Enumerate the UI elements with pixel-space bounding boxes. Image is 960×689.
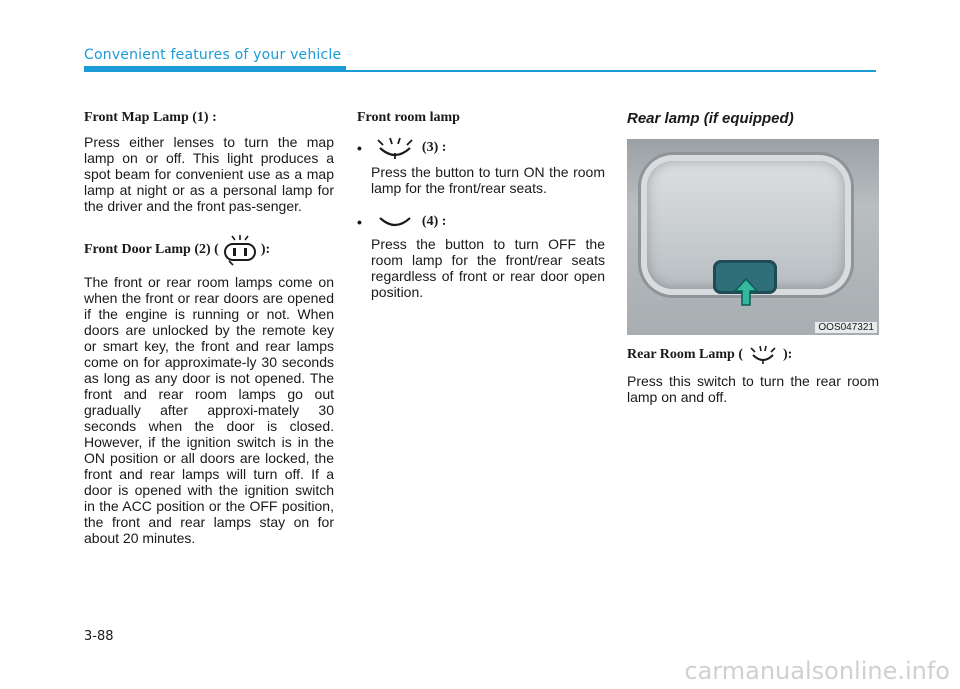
column-middle (357, 110, 605, 300)
bullet: • (357, 214, 362, 230)
front-map-lamp-text: Press either lenses to turn the map lamp on or off. This light produces a spot beam for convenient use as a map lamp at night or as a personal lamp for the driver and the front pas-senger. (84, 134, 334, 214)
rear-lamp-heading: Rear lamp (if equipped) (627, 110, 794, 127)
lamp-off-icon (372, 212, 418, 232)
lamp-on-label: (3) : (421, 140, 447, 155)
rear-room-lamp-heading-suffix: ): (783, 347, 793, 362)
header-rule (84, 70, 876, 72)
rear-room-lamp-heading-prefix: Rear Room Lamp ( (627, 347, 744, 362)
page-number: 3-88 (84, 629, 114, 644)
watermark: carmanualsonline.info (684, 657, 950, 685)
rear-lamp-photo (627, 139, 879, 335)
list-item (357, 136, 605, 160)
column-left (84, 110, 334, 546)
section-title: Convenient features of your vehicle (84, 47, 342, 63)
lamp-on-icon (372, 136, 418, 160)
image-code: OOS047321 (815, 322, 877, 333)
bullet: • (357, 140, 362, 156)
front-door-lamp-heading-prefix: Front Door Lamp (2) ( (84, 242, 219, 257)
front-door-lamp-heading (84, 234, 334, 266)
front-room-lamp-heading: Front room lamp (357, 110, 460, 125)
lamp-on-text: Press the button to turn ON the room lamp for the front/rear seats. (371, 164, 605, 196)
arrow-up-icon (733, 277, 759, 307)
lamp-off-text: Press the button to turn OFF the room lamp for the front/rear seats regardless of front or rear door open position. (371, 236, 605, 300)
rear-room-lamp-heading (627, 345, 879, 365)
list-item (357, 212, 605, 232)
lamp-off-label: (4) : (421, 214, 447, 229)
door-lamp-icon (223, 234, 257, 266)
column-right (627, 110, 879, 405)
front-door-lamp-heading-suffix: ): (260, 242, 271, 257)
lamp-on-icon (747, 345, 779, 365)
rear-room-lamp-text: Press this switch to turn the rear room lamp on and off. (627, 373, 879, 405)
front-map-lamp-heading: Front Map Lamp (1) : (84, 110, 217, 125)
front-door-lamp-text: The front or rear room lamps come on when the front or rear doors are opened if the engine is running or not. When doors are unlocked by the remote key or smart key, the front and rear lamps come on for approximate-ly 30 seconds as long as any door is not opened. The front and rear room lamps go out gradually after approxi-mately 30 seconds when the door is closed. However, if the ignition switch is in the ON position or all doors are locked, the front and rear lamps will turn off. If a door is opened with the ignition switch in the ACC position or the OFF position, the front and rear lamps stay on for about 20 minutes. (84, 274, 334, 546)
